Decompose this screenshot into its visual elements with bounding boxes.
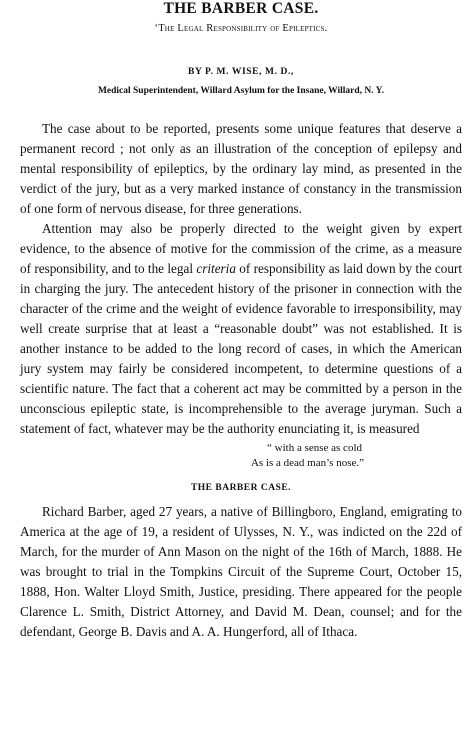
paragraph: Attention may also be properly directed to the weight given by expert evidence, to the absence of motive for the commission of the crime, as a measure of responsibility, and to the legal criteria of responsibility as laid down by the court in charging the jury. The antecedent history of the prisoner in connection with the character of the crime and the weight of evidence favorable to irresponsibility, may well create surprise that at least a “reasonable doubt” was not established. It is another instance to be added to the long record of cases, in which the American jury system may fairly be considered incompetent, to determine questions of a scientific nature. The fact that a coherent act may be committed by a person in the unconscious epileptic state, is incomprehensible to the average juryman. Such a statement of fact, whatever may be the authority enunciating it, is measured xyxy=(20,221,462,436)
article-subtitle: ‘The Legal Responsibility of Epileptics. xyxy=(154,23,328,34)
article-title: THE BARBER CASE. xyxy=(163,0,319,17)
section-body xyxy=(20,502,462,642)
article-body xyxy=(20,119,462,439)
block-quote xyxy=(20,441,462,471)
author-affiliation: Medical Superintendent, Willard Asylum for the Insane, Willard, N. Y. xyxy=(97,86,385,96)
section-heading: THE BARBER CASE. xyxy=(190,483,292,493)
quote-line: “ with a sense as cold xyxy=(267,442,362,454)
paragraph: The case about to be reported, presents some unique features that deserve a permanent record ; not only as an illustration of the conception of epilepsy and mental responsibility of epileptics, by the ordinary lay mind, as presented in the verdict of the jury, but as a very marked instance of constancy in the transmission of one form of nervous disease, for three generations. xyxy=(20,121,462,216)
quote-line: As is a dead man’s nose.” xyxy=(250,457,364,469)
author-byline: BY P. M. WISE, M. D., xyxy=(188,67,294,77)
paragraph: Richard Barber, aged 27 years, a native of Billingboro, England, emigrating to America at the age of 19, a resident of Ulysses, N. Y., was indicted on the 22d of March, for the murder of Ann Mason on the night of the 16th of March, 1888. He was brought to trial in the Tompkins Circuit of the Supreme Court, October 15, 1888, Hon. Walter Lloyd Smith, Justice, presiding. There appeared for the people Clarence L. Smith, District Attorney, and David M. Dean, counsel; and for the defendant, George B. Davis and A. A. Hungerford, all of Ithaca. xyxy=(20,504,462,639)
